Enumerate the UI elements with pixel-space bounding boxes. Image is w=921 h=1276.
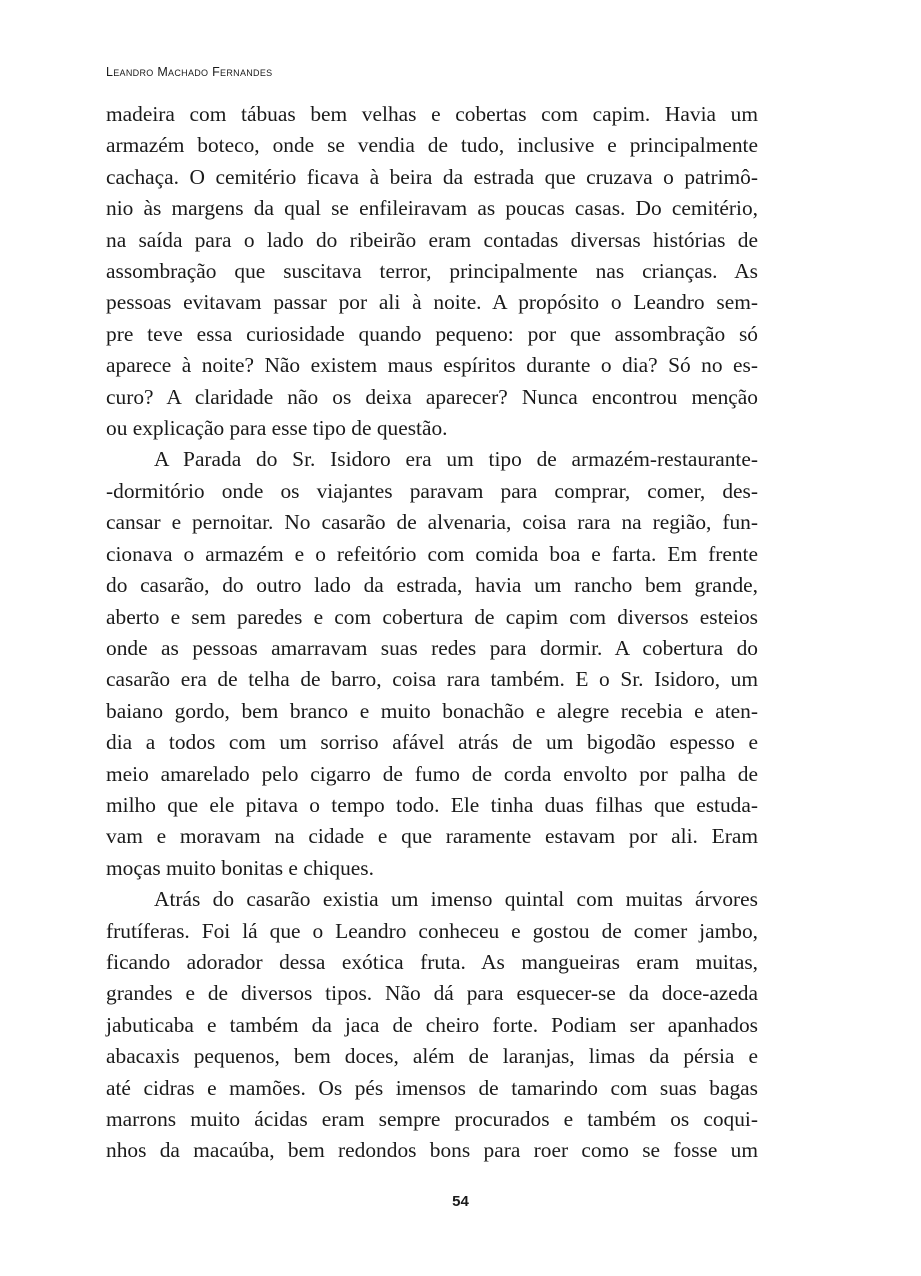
text-line: marrons muito ácidas eram sempre procurados e também os coqui- bbox=[106, 1107, 758, 1131]
text-line: cionava o armazém e o refeitório com comida boa e farta. Em frente bbox=[106, 541, 758, 566]
text-line: Atrás do casarão existia um imenso quintal com muitas árvores bbox=[154, 887, 758, 912]
text-line: ficando adorador dessa exótica fruta. As mangueiras eram muitas, bbox=[106, 949, 758, 974]
text-line: madeira com tábuas bem velhas e cobertas com capim. Havia um bbox=[106, 102, 758, 126]
page-number: 54 bbox=[452, 1193, 469, 1210]
text-line: curo? A claridade não os deixa aparecer? Nunca encontrou menção bbox=[106, 384, 758, 409]
text-line: A Parada do Sr. Isidoro era um tipo de armazém-restaurante- bbox=[154, 447, 758, 472]
text-line: cansar e pernoitar. No casarão de alvenaria, coisa rara na região, fun- bbox=[106, 510, 758, 535]
text-line: frutíferas. Foi lá que o Leandro conheceu e gostou de comer jambo, bbox=[106, 918, 758, 943]
text-line: grandes e de diversos tipos. Não dá para esquecer-se da doce-azeda bbox=[106, 981, 758, 1006]
text-line: aparece à noite? Não existem maus espíritos durante o dia? Só no es- bbox=[106, 353, 758, 378]
body-text bbox=[106, 99, 758, 1167]
text-line: pre teve essa curiosidade quando pequeno: por que assombração só bbox=[106, 321, 758, 346]
text-line: meio amarelado pelo cigarro de fumo de corda envolto por palha de bbox=[106, 761, 758, 786]
paragraph bbox=[106, 884, 758, 1167]
text-line: assombração que suscitava terror, principalmente nas crianças. As bbox=[106, 259, 758, 284]
text-line: do casarão, do outro lado da estrada, havia um rancho bem grande, bbox=[106, 573, 758, 598]
text-line: nio às margens da qual se enfileiravam as poucas casas. Do cemitério, bbox=[106, 196, 758, 221]
text-line: até cidras e mamões. Os pés imensos de tamarindo com suas bagas bbox=[106, 1075, 758, 1100]
text-line: -dormitório onde os viajantes paravam para comprar, comer, des- bbox=[106, 478, 758, 503]
text-line: moças muito bonitas e chiques. bbox=[106, 855, 374, 880]
text-line: pessoas evitavam passar por ali à noite. A propósito o Leandro sem- bbox=[106, 290, 758, 315]
text-line: ou explicação para esse tipo de questão. bbox=[106, 416, 448, 441]
text-line: armazém boteco, onde se vendia de tudo, inclusive e principalmente bbox=[106, 133, 758, 158]
text-line: aberto e sem paredes e com cobertura de capim com diversos esteios bbox=[106, 604, 758, 629]
text-line: casarão era de telha de barro, coisa rara também. E o Sr. Isidoro, um bbox=[106, 667, 758, 692]
text-line: cachaça. O cemitério ficava à beira da estrada que cruzava o patrimô- bbox=[106, 164, 758, 189]
text-line: baiano gordo, bem branco e muito bonachão e alegre recebia e aten- bbox=[106, 698, 758, 723]
running-head: Leandro Machado Fernandes bbox=[106, 65, 273, 79]
text-line: dia a todos com um sorriso afável atrás de um bigodão espesso e bbox=[106, 730, 758, 755]
paragraph bbox=[106, 444, 758, 884]
text-line: milho que ele pitava o tempo todo. Ele tinha duas filhas que estuda- bbox=[106, 792, 758, 817]
text-line: nhos da macaúba, bem redondos bons para roer como se fosse um bbox=[106, 1138, 758, 1163]
text-line: jabuticaba e também da jaca de cheiro forte. Podiam ser apanhados bbox=[106, 1012, 758, 1037]
text-line: vam e moravam na cidade e que raramente estavam por ali. Eram bbox=[106, 824, 758, 849]
text-line: na saída para o lado do ribeirão eram contadas diversas histórias de bbox=[106, 227, 758, 252]
paragraph bbox=[106, 99, 758, 444]
text-line: abacaxis pequenos, bem doces, além de laranjas, limas da pérsia e bbox=[106, 1044, 758, 1069]
text-line: onde as pessoas amarravam suas redes para dormir. A cobertura do bbox=[106, 635, 758, 660]
